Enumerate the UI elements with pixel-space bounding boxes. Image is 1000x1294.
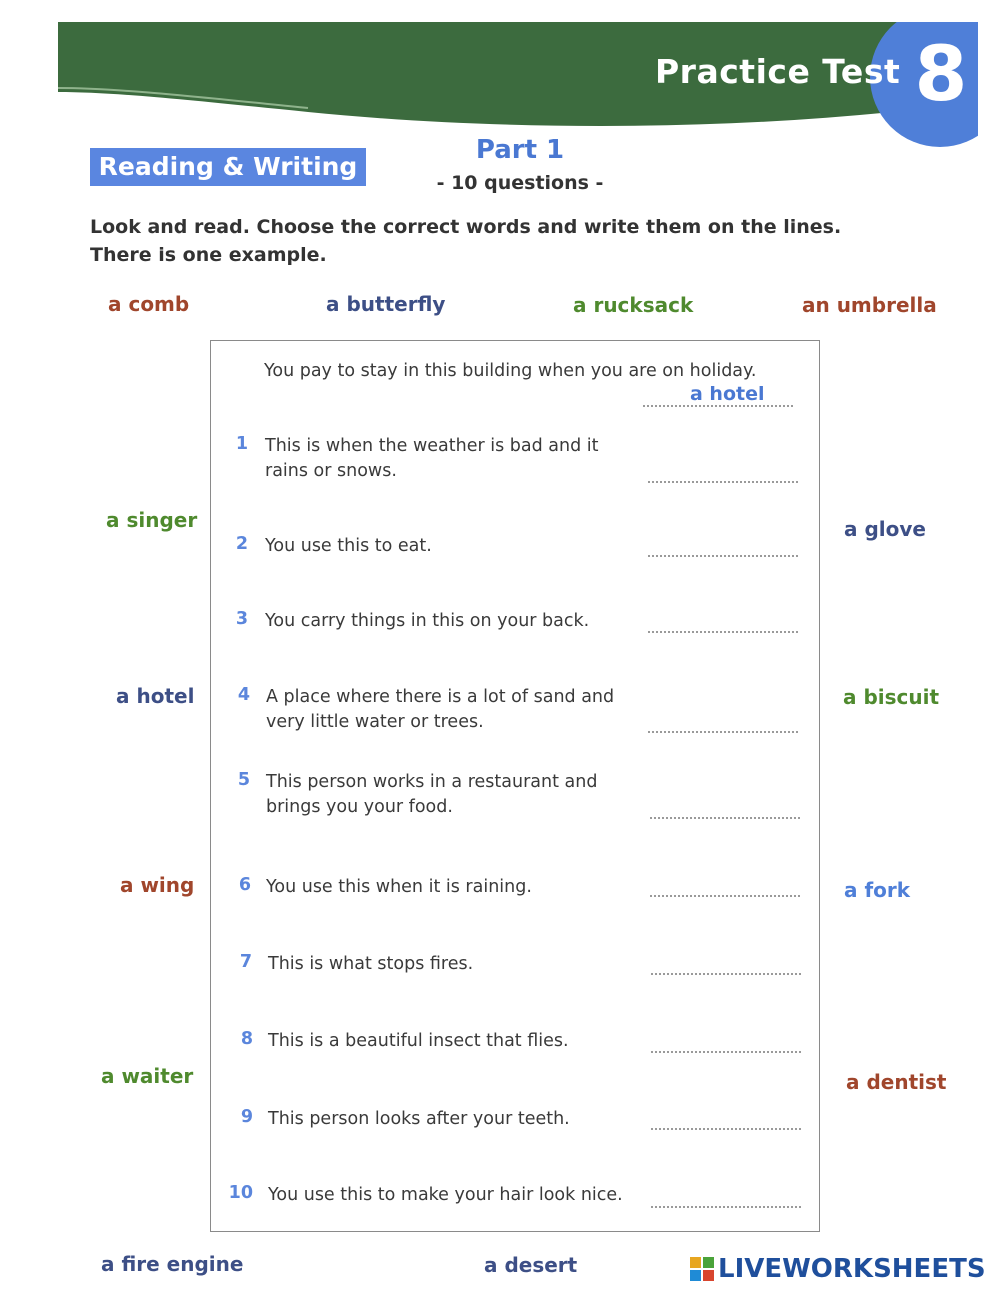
question-number: 5 xyxy=(237,770,250,790)
answer-line[interactable] xyxy=(648,631,798,633)
answer-line[interactable] xyxy=(648,731,798,733)
question-text: A place where there is a lot of sand and very little water or trees. xyxy=(266,687,615,732)
answer-line[interactable] xyxy=(651,1128,801,1130)
word-biscuit: a biscuit xyxy=(843,685,940,709)
question-number: 9 xyxy=(240,1107,253,1127)
instructions-line-1: Look and read. Choose the correct words and write them on the lines. xyxy=(90,216,842,238)
question-number: 4 xyxy=(237,685,250,705)
answer-line[interactable] xyxy=(648,481,798,483)
watermark-text: LIVEWORKSHEETS xyxy=(718,1254,986,1284)
word-desert: a desert xyxy=(484,1253,578,1277)
liveworksheets-logo xyxy=(690,1252,986,1286)
word-fire-engine: a fire engine xyxy=(101,1252,244,1276)
word-glove: a glove xyxy=(844,517,926,541)
answer-line[interactable] xyxy=(650,817,800,819)
word-butterfly: a butterfly xyxy=(326,292,446,316)
word-wing: a wing xyxy=(120,873,195,897)
question-text: You use this when it is raining. xyxy=(266,877,532,897)
page-title: Practice Test xyxy=(655,52,901,91)
example-text: You pay to stay in this building when you are on holiday. xyxy=(264,361,757,381)
instructions-line-2: There is one example. xyxy=(90,244,327,266)
word-hotel: a hotel xyxy=(116,684,195,708)
question-number: 10 xyxy=(228,1183,253,1203)
answer-line[interactable] xyxy=(648,555,798,557)
instructions xyxy=(90,213,910,269)
question-number: 7 xyxy=(239,952,252,972)
word-singer: a singer xyxy=(106,508,198,532)
question-count: - 10 questions - xyxy=(436,172,604,194)
example-answer: a hotel xyxy=(690,383,765,405)
section-badge: Reading & Writing xyxy=(90,148,366,186)
question-text: You carry things in this on your back. xyxy=(265,611,590,631)
answer-line[interactable] xyxy=(650,895,800,897)
test-number: 8 xyxy=(914,29,968,118)
question-text: You use this to make your hair look nice. xyxy=(268,1185,623,1205)
word-comb: a comb xyxy=(108,292,190,316)
liveworksheets-grid-icon xyxy=(690,1257,714,1281)
question-number: 1 xyxy=(235,434,248,454)
word-rucksack: a rucksack xyxy=(573,293,694,317)
word-umbrella: an umbrella xyxy=(802,293,937,317)
part-title: Part 1 xyxy=(475,135,565,165)
question-text: You use this to eat. xyxy=(265,536,432,556)
question-number: 8 xyxy=(240,1029,253,1049)
word-dentist: a dentist xyxy=(846,1070,947,1094)
example-answer-line xyxy=(643,405,793,407)
answer-line[interactable] xyxy=(651,1051,801,1053)
question-number: 3 xyxy=(235,609,248,629)
question-text: This person works in a restaurant and brings you your food. xyxy=(266,772,598,817)
question-number: 6 xyxy=(238,875,251,895)
question-text: This is a beautiful insect that flies. xyxy=(268,1031,569,1051)
answer-line[interactable] xyxy=(651,973,801,975)
word-fork: a fork xyxy=(844,878,911,902)
question-number: 2 xyxy=(235,534,248,554)
question-text: This is what stops fires. xyxy=(268,954,474,974)
question-text: This person looks after your teeth. xyxy=(268,1109,570,1129)
word-waiter: a waiter xyxy=(101,1064,194,1088)
answer-line[interactable] xyxy=(651,1206,801,1208)
question-text: This is when the weather is bad and it rains or snows. xyxy=(265,436,599,481)
